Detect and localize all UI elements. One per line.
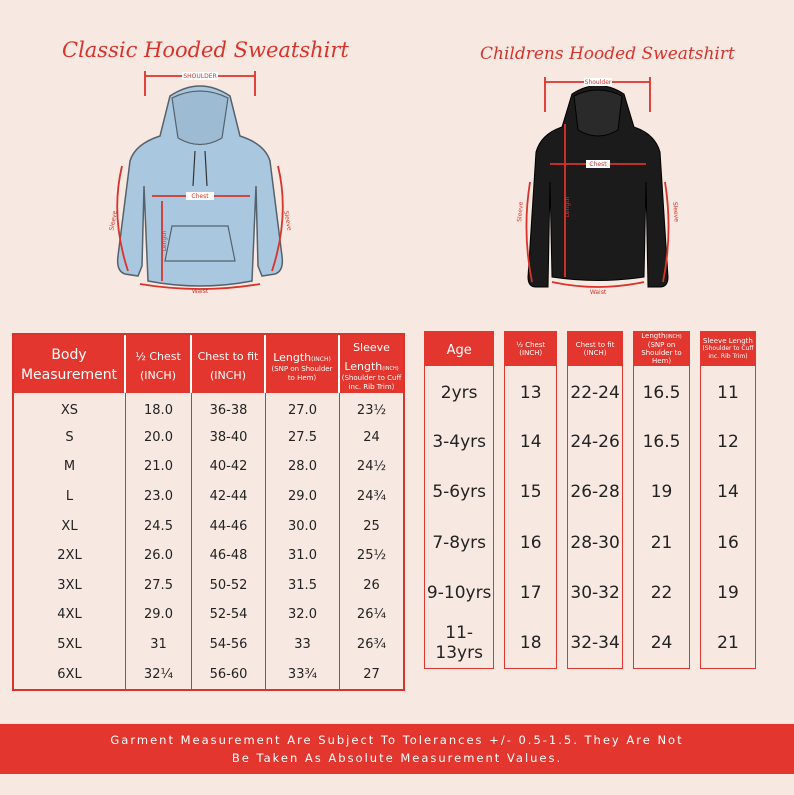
- kids-sleeve-left-label: Sleeve: [516, 201, 525, 223]
- kids-hoodie-diagram: [510, 72, 685, 297]
- cell-half-chest: 18.0: [126, 393, 192, 423]
- cell-length: 28.0: [266, 452, 340, 482]
- cell-sleeve: 11: [700, 366, 756, 417]
- cell-size: 5XL: [14, 630, 126, 660]
- cell-chest-to-fit: 22-24: [567, 366, 623, 417]
- adult-header-half-chest: ½ Chest (INCH): [126, 335, 192, 393]
- table-row: [14, 393, 403, 423]
- cell-sleeve: 27: [363, 666, 380, 682]
- cell-chest-to-fit: 32-34: [567, 619, 623, 670]
- table-row: [14, 482, 403, 512]
- adult-table-body: [14, 393, 403, 689]
- cell-chest-to-fit: 42-44: [192, 482, 266, 512]
- cell-sleeve: 25: [363, 518, 380, 534]
- cell-sleeve: 25½: [356, 548, 387, 564]
- kids-chest-label: Chest: [589, 161, 607, 168]
- cell-chest-to-fit: 56-60: [192, 659, 266, 689]
- table-row: [14, 423, 403, 453]
- cell-chest-to-fit: 40-42: [192, 452, 266, 482]
- adult-waist-label: Waist: [191, 288, 209, 295]
- cell-half-chest: 32¼: [126, 659, 192, 689]
- cell-chest-to-fit: 52-54: [192, 600, 266, 630]
- cell-chest-to-fit: 54-56: [192, 630, 266, 660]
- cell-chest-to-fit: 26-28: [567, 467, 623, 518]
- cell-chest-to-fit: 36-38: [192, 393, 266, 423]
- cell-length: 24: [633, 619, 690, 670]
- cell-length: 16.5: [633, 366, 690, 417]
- cell-length: 21: [633, 518, 690, 569]
- adult-sleeve-right-label: Sleeve: [282, 210, 293, 232]
- cell-size: S: [14, 423, 126, 453]
- cell-half-chest: 31: [126, 630, 192, 660]
- table-row: [424, 518, 756, 569]
- cell-length: 22: [633, 568, 690, 619]
- kids-header-half-chest: ½ Chest (INCH): [504, 331, 557, 366]
- cell-size: 2XL: [14, 541, 126, 571]
- cell-age: 2yrs: [424, 366, 494, 417]
- cell-half-chest: 26.0: [126, 541, 192, 571]
- table-row: [424, 366, 756, 417]
- table-row: [424, 619, 756, 670]
- cell-half-chest: 18: [504, 619, 557, 670]
- cell-length: 33¾: [266, 659, 340, 689]
- cell-length: 16.5: [633, 417, 690, 468]
- cell-age: 5-6yrs: [424, 467, 494, 518]
- kids-table-header: [424, 331, 756, 366]
- cell-chest-to-fit: 38-40: [192, 423, 266, 453]
- kids-length-label: Length: [564, 196, 571, 218]
- cell-chest-to-fit: 44-46: [192, 511, 266, 541]
- cell-half-chest: 27.5: [126, 571, 192, 601]
- kids-title: Childrens Hooded Sweatshirt: [480, 44, 735, 64]
- cell-half-chest: 16: [504, 518, 557, 569]
- kids-header-age: Age: [424, 331, 494, 366]
- cell-age: 11-13yrs: [424, 619, 494, 670]
- kids-waist-label: Waist: [589, 289, 607, 296]
- tolerance-disclaimer: [0, 724, 794, 774]
- cell-sleeve: 23½: [356, 403, 387, 419]
- table-row: [14, 600, 403, 630]
- cell-sleeve: 16: [700, 518, 756, 569]
- cell-size: 4XL: [14, 600, 126, 630]
- table-row: [14, 511, 403, 541]
- cell-sleeve: 12: [700, 417, 756, 468]
- cell-half-chest: 13: [504, 366, 557, 417]
- cell-length: 31.0: [266, 541, 340, 571]
- cell-age: 7-8yrs: [424, 518, 494, 569]
- cell-size: 6XL: [14, 659, 126, 689]
- cell-half-chest: 24.5: [126, 511, 192, 541]
- table-row: [14, 659, 403, 689]
- cell-age: 3-4yrs: [424, 417, 494, 468]
- table-row: [424, 568, 756, 619]
- cell-age: 9-10yrs: [424, 568, 494, 619]
- cell-length: 33: [266, 630, 340, 660]
- cell-sleeve: 24¾: [356, 489, 387, 505]
- adult-shoulder-label: SHOULDER: [183, 73, 217, 80]
- disclaimer-line-1: Garment Measurement Are Subject To Tolerances +/- 0.5-1.5. They Are Not: [110, 733, 684, 747]
- table-row: [14, 630, 403, 660]
- adult-header-body-measurement: Body Measurement: [14, 335, 126, 393]
- cell-size: L: [14, 482, 126, 512]
- adult-header-chest-to-fit: Chest to fit (INCH): [192, 335, 266, 393]
- kids-header-sleeve-length: Sleeve Length (Shoulder to Cuff inc. Rib Trim): [700, 331, 756, 366]
- adult-hoodie-diagram: [100, 66, 300, 306]
- cell-size: 3XL: [14, 571, 126, 601]
- kids-sleeve-right-label: Sleeve: [671, 201, 680, 223]
- cell-length: 31.5: [266, 571, 340, 601]
- cell-half-chest: 17: [504, 568, 557, 619]
- cell-half-chest: 20.0: [126, 423, 192, 453]
- kids-header-chest-to-fit: Chest to fit (INCH): [567, 331, 623, 366]
- cell-length: 27.0: [266, 393, 340, 423]
- adult-size-table: [12, 333, 405, 691]
- kids-shoulder-label: Shoulder: [584, 79, 612, 86]
- cell-sleeve: 24: [363, 429, 380, 445]
- cell-length: 29.0: [266, 482, 340, 512]
- adult-title: Classic Hooded Sweatshirt: [62, 38, 349, 62]
- adult-sleeve-left-label: Sleeve: [108, 210, 119, 232]
- cell-chest-to-fit: 24-26: [567, 417, 623, 468]
- cell-half-chest: 14: [504, 417, 557, 468]
- table-row: [14, 541, 403, 571]
- adult-chest-label: Chest: [191, 193, 209, 200]
- cell-sleeve: 19: [700, 568, 756, 619]
- adult-length-label: Length: [161, 230, 168, 252]
- cell-chest-to-fit: 30-32: [567, 568, 623, 619]
- cell-sleeve: 14: [700, 467, 756, 518]
- cell-chest-to-fit: 28-30: [567, 518, 623, 569]
- cell-sleeve: 24½: [356, 459, 387, 475]
- cell-size: M: [14, 452, 126, 482]
- adult-header-length: Length(INCH) (SNP on Shoulder to Hem): [266, 335, 340, 393]
- cell-length: 27.5: [266, 423, 340, 453]
- cell-half-chest: 15: [504, 467, 557, 518]
- cell-size: XS: [14, 393, 126, 423]
- cell-length: 32.0: [266, 600, 340, 630]
- cell-half-chest: 21.0: [126, 452, 192, 482]
- kids-header-length: Length(INCH) (SNP on Shoulder to Hem): [633, 331, 690, 366]
- table-row: [424, 417, 756, 468]
- cell-size: XL: [14, 511, 126, 541]
- adult-table-header: [14, 335, 403, 393]
- cell-sleeve: 21: [700, 619, 756, 670]
- cell-half-chest: 29.0: [126, 600, 192, 630]
- cell-length: 19: [633, 467, 690, 518]
- table-row: [14, 452, 403, 482]
- kids-table-body: [424, 366, 756, 669]
- cell-sleeve: 26: [363, 577, 380, 593]
- disclaimer-line-2: Be Taken As Absolute Measurement Values.: [231, 751, 563, 765]
- table-row: [424, 467, 756, 518]
- table-row: [14, 571, 403, 601]
- cell-half-chest: 23.0: [126, 482, 192, 512]
- cell-chest-to-fit: 46-48: [192, 541, 266, 571]
- cell-sleeve: 26¾: [356, 637, 387, 653]
- kids-size-table: [414, 331, 766, 669]
- cell-length: 30.0: [266, 511, 340, 541]
- cell-sleeve: 26¼: [356, 607, 387, 623]
- adult-header-sleeve-length: Sleeve Length(INCH) (Shoulder to Cuff inc. Rib Trim): [340, 335, 403, 393]
- cell-chest-to-fit: 50-52: [192, 571, 266, 601]
